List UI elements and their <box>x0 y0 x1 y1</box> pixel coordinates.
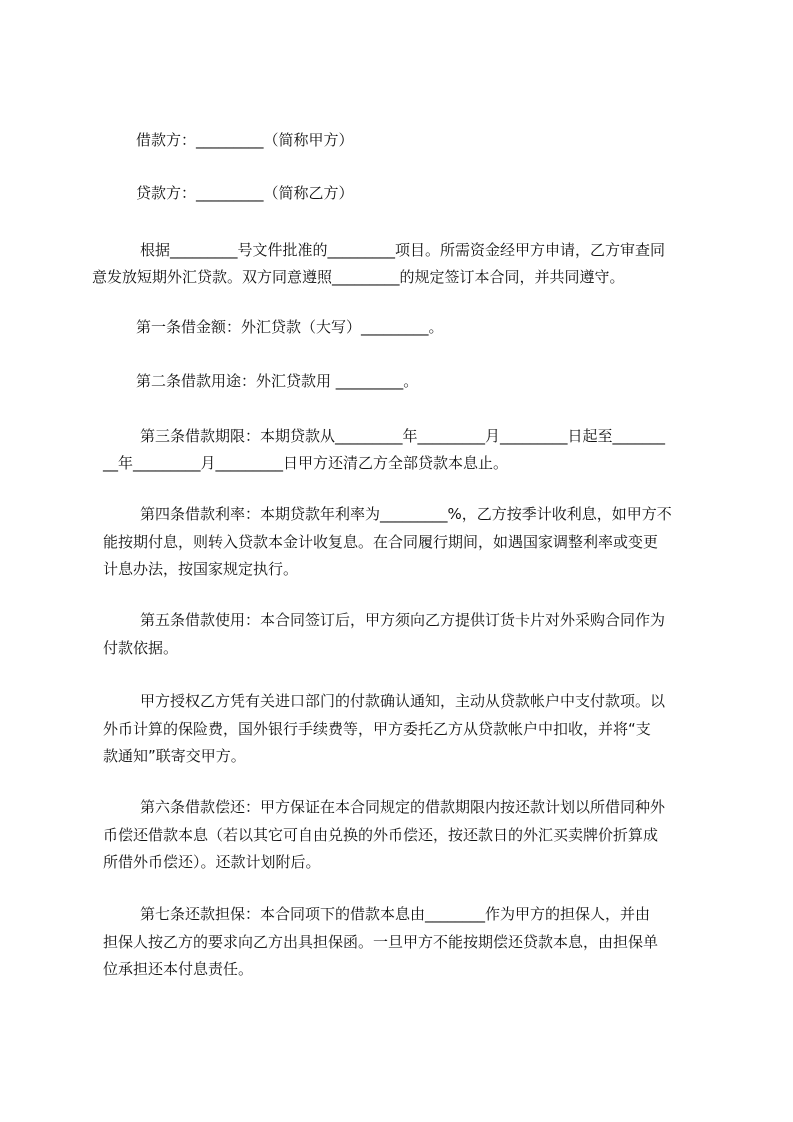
article-7-line-3: 位承担还本付息责任。 <box>103 960 254 978</box>
article-7-line-2: 担保人按乙方的要求向乙方出具担保函。一旦甲方不能按期偿还贷款本息，由担保单 <box>103 933 659 951</box>
preamble-line-1: 根据_________号文件批准的_________项目。所需资金经甲方申请，乙方审查同 <box>140 241 666 259</box>
article-7-line-1: 第七条还款担保：本合同项下的借款本息由________作为甲方的担保人，并由 <box>140 905 651 923</box>
article-4-line-3: 计息办法，按国家规定执行。 <box>103 560 299 578</box>
authorization-line-2: 外币计算的保险费，国外银行手续费等，甲方委托乙方从贷款帐户中扣收，并将“支 <box>103 720 651 738</box>
article-6-line-2: 币偿还借款本息（若以其它可自由兑换的外币偿还，按还款日的外汇买卖牌价折算成 <box>103 826 659 844</box>
article-6-line-3: 所借外币偿还）。还款计划附后。 <box>103 853 321 871</box>
article-5-line-1: 第五条借款使用：本合同签订后，甲方须向乙方提供订货卡片对外采购合同作为 <box>140 611 666 629</box>
article-1-line: 第一条借金额：外汇贷款（大写）_________。 <box>136 318 444 336</box>
article-3-line-1: 第三条借款期限：本期贷款从_________年_________月_________日起至_______ <box>140 427 666 445</box>
article-3-line-2: __年_________月_________日甲方还清乙方全部贷款本息止。 <box>103 454 509 472</box>
authorization-line-3: 款通知”联寄交甲方。 <box>103 747 246 765</box>
article-4-line-2: 能按期付息，则转入贷款本金计收复息。在合同履行期间，如遇国家调整利率或变更 <box>103 533 659 551</box>
borrower-line: 借款方：_________（简称甲方） <box>136 131 354 149</box>
article-6-line-1: 第六条借款偿还：甲方保证在本合同规定的借款期限内按还款计划以所借同种外 <box>140 798 666 816</box>
article-4-line-1: 第四条借款利率：本期贷款年利率为_________%，乙方按季计收利息，如甲方不 <box>140 505 672 523</box>
lender-line: 贷款方：_________（简称乙方） <box>136 184 354 202</box>
preamble-line-2: 意发放短期外汇贷款。双方同意遵照_________的规定签订本合同，并共同遵守。 <box>92 268 625 286</box>
authorization-line-1: 甲方授权乙方凭有关进口部门的付款确认通知，主动从贷款帐户中支付款项。以 <box>140 692 666 710</box>
article-5-line-2: 付款依据。 <box>103 639 179 657</box>
article-2-line: 第二条借款用途：外汇贷款用 _________。 <box>136 372 419 390</box>
